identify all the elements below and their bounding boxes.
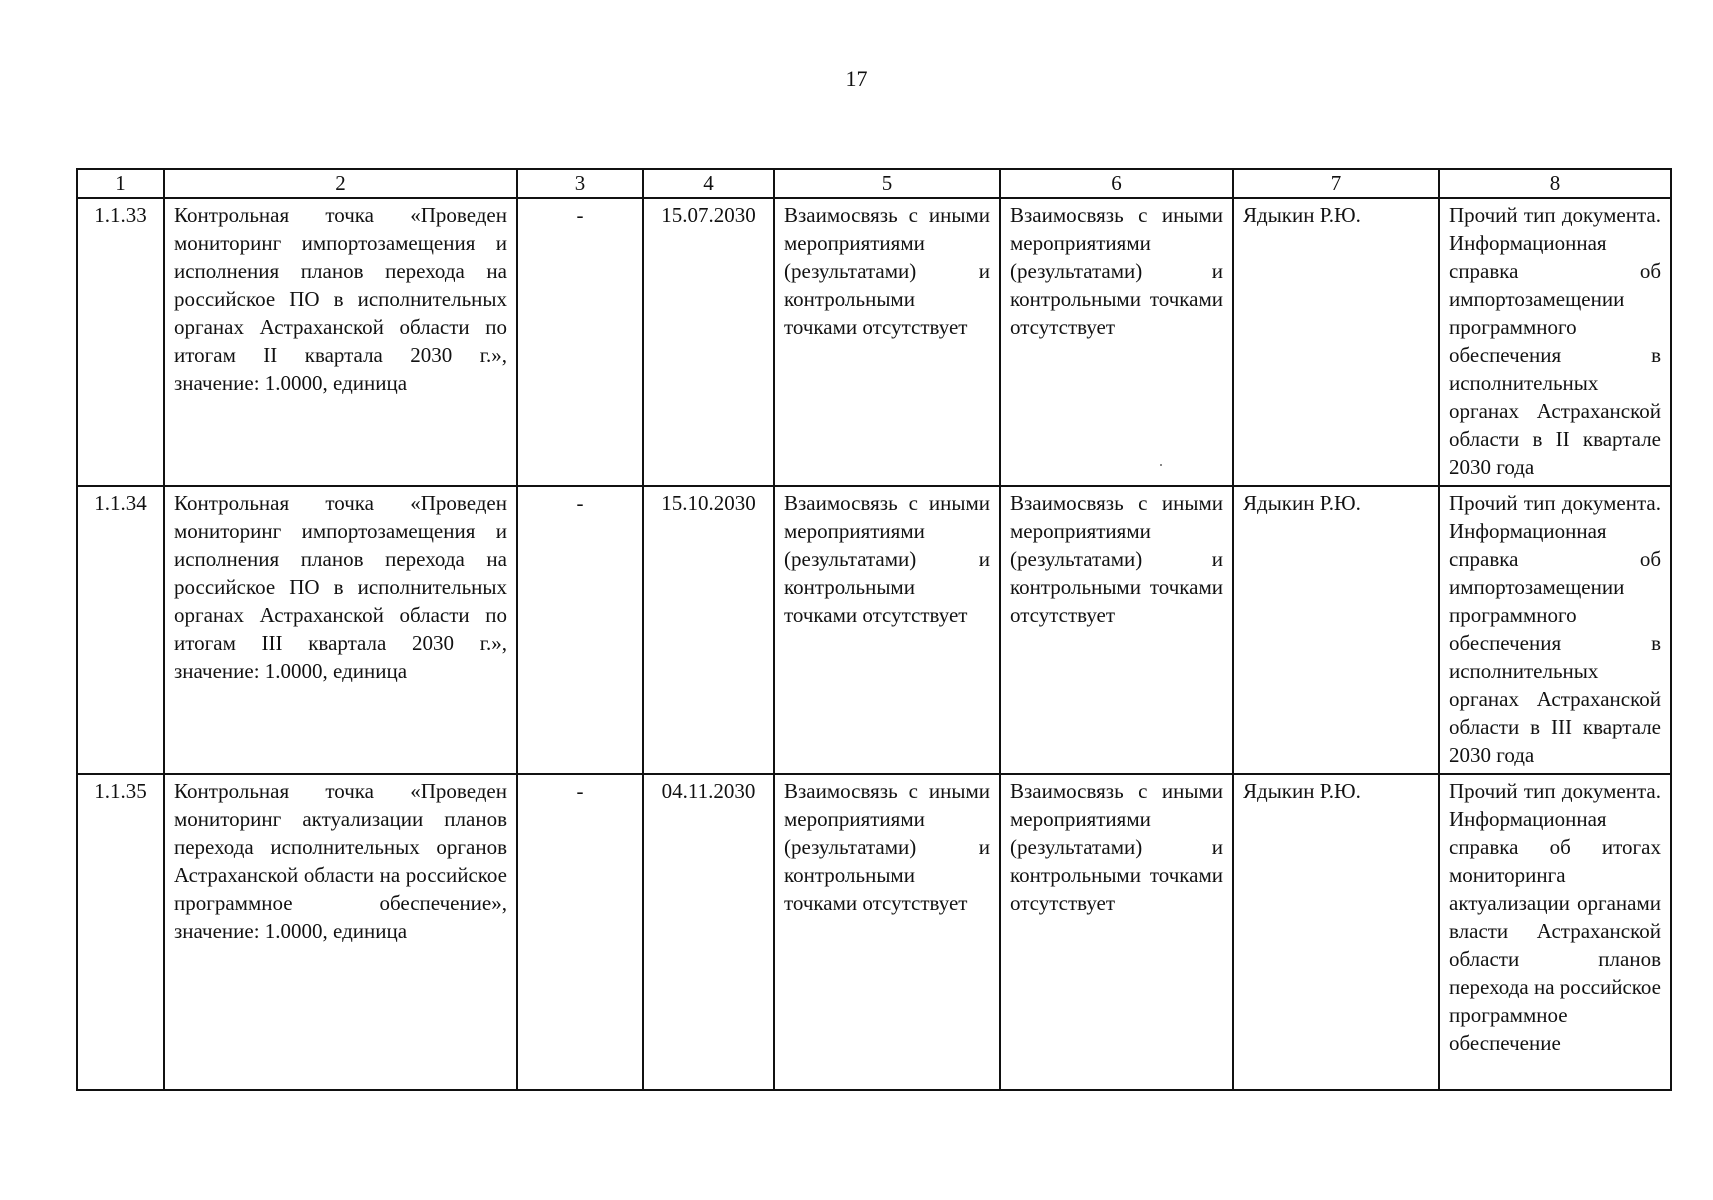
control-point-description: Контрольная точка «Проведен мониторинг актуализации планов перехода исполнительных органов Астраханской области на российское программное обеспечение», значение: 1.0000, единица [164, 774, 517, 1090]
responsible-person: Ядыкин Р.Ю. [1233, 486, 1439, 774]
row-number: 1.1.35 [77, 774, 164, 1090]
deadline-date: 15.10.2030 [643, 486, 774, 774]
column-3-value: - [517, 486, 643, 774]
column-header-4: 4 [643, 169, 774, 198]
column-header-1: 1 [77, 169, 164, 198]
relation-cell-6: Взаимосвязь с иными мероприятиями (результатами) и контрольными точками отсутствует [1000, 486, 1233, 774]
control-point-description: Контрольная точка «Проведен мониторинг импортозамещения и исполнения планов перехода на российское ПО в исполнительных органах Астраханской области по итогам II квартала 2030 г.», значение: 1.0000, единица [164, 198, 517, 486]
deadline-date: 15.07.2030 [643, 198, 774, 486]
column-header-5: 5 [774, 169, 1000, 198]
relation-cell-6: Взаимосвязь с иными мероприятиями (результатами) и контрольными точками отсутствует [1000, 198, 1233, 486]
column-number-row [77, 169, 1671, 198]
column-3-value: - [517, 774, 643, 1090]
responsible-person: Ядыкин Р.Ю. [1233, 774, 1439, 1090]
column-header-6: 6 [1000, 169, 1233, 198]
confirming-document: Прочий тип документа. Информационная справка об итогах мониторинга актуализации органами власти Астраханской области планов перехода на российское программное обеспечение [1439, 774, 1671, 1090]
deadline-date: 04.11.2030 [643, 774, 774, 1090]
column-header-2: 2 [164, 169, 517, 198]
confirming-document: Прочий тип документа. Информационная справка об импортозамещении программного обеспечения в исполнительных органах Астраханской области в III квартале 2030 года [1439, 486, 1671, 774]
table-row [77, 198, 1671, 486]
relation-cell-6: Взаимосвязь с иными мероприятиями (результатами) и контрольными точками отсутствует [1000, 774, 1233, 1090]
column-header-8: 8 [1439, 169, 1671, 198]
page-number: 17 [845, 66, 868, 91]
control-point-description: Контрольная точка «Проведен мониторинг импортозамещения и исполнения планов перехода на российское ПО в исполнительных органах Астраханской области по итогам III квартала 2030 г.», значение: 1.0000, единица [164, 486, 517, 774]
relation-cell-5: Взаимосвязь с иными мероприятиями (результатами) и контрольными точками отсутствует [774, 486, 1000, 774]
responsible-person: Ядыкин Р.Ю. [1233, 198, 1439, 486]
column-header-3: 3 [517, 169, 643, 198]
column-header-7: 7 [1233, 169, 1439, 198]
control-points-table [76, 168, 1672, 1091]
column-3-value: - [517, 198, 643, 486]
table-row [77, 774, 1671, 1090]
row-number: 1.1.34 [77, 486, 164, 774]
confirming-document: Прочий тип документа. Информационная справка об импортозамещении программного обеспечения в исполнительных органах Астраханской области в II квартале 2030 года [1439, 198, 1671, 486]
row-number: 1.1.33 [77, 198, 164, 486]
relation-cell-5: Взаимосвязь с иными мероприятиями (результатами) и контрольными точками отсутствует [774, 774, 1000, 1090]
relation-cell-5: Взаимосвязь с иными мероприятиями (результатами) и контрольными точками отсутствует [774, 198, 1000, 486]
table-row [77, 486, 1671, 774]
scan-speck [1160, 464, 1162, 466]
